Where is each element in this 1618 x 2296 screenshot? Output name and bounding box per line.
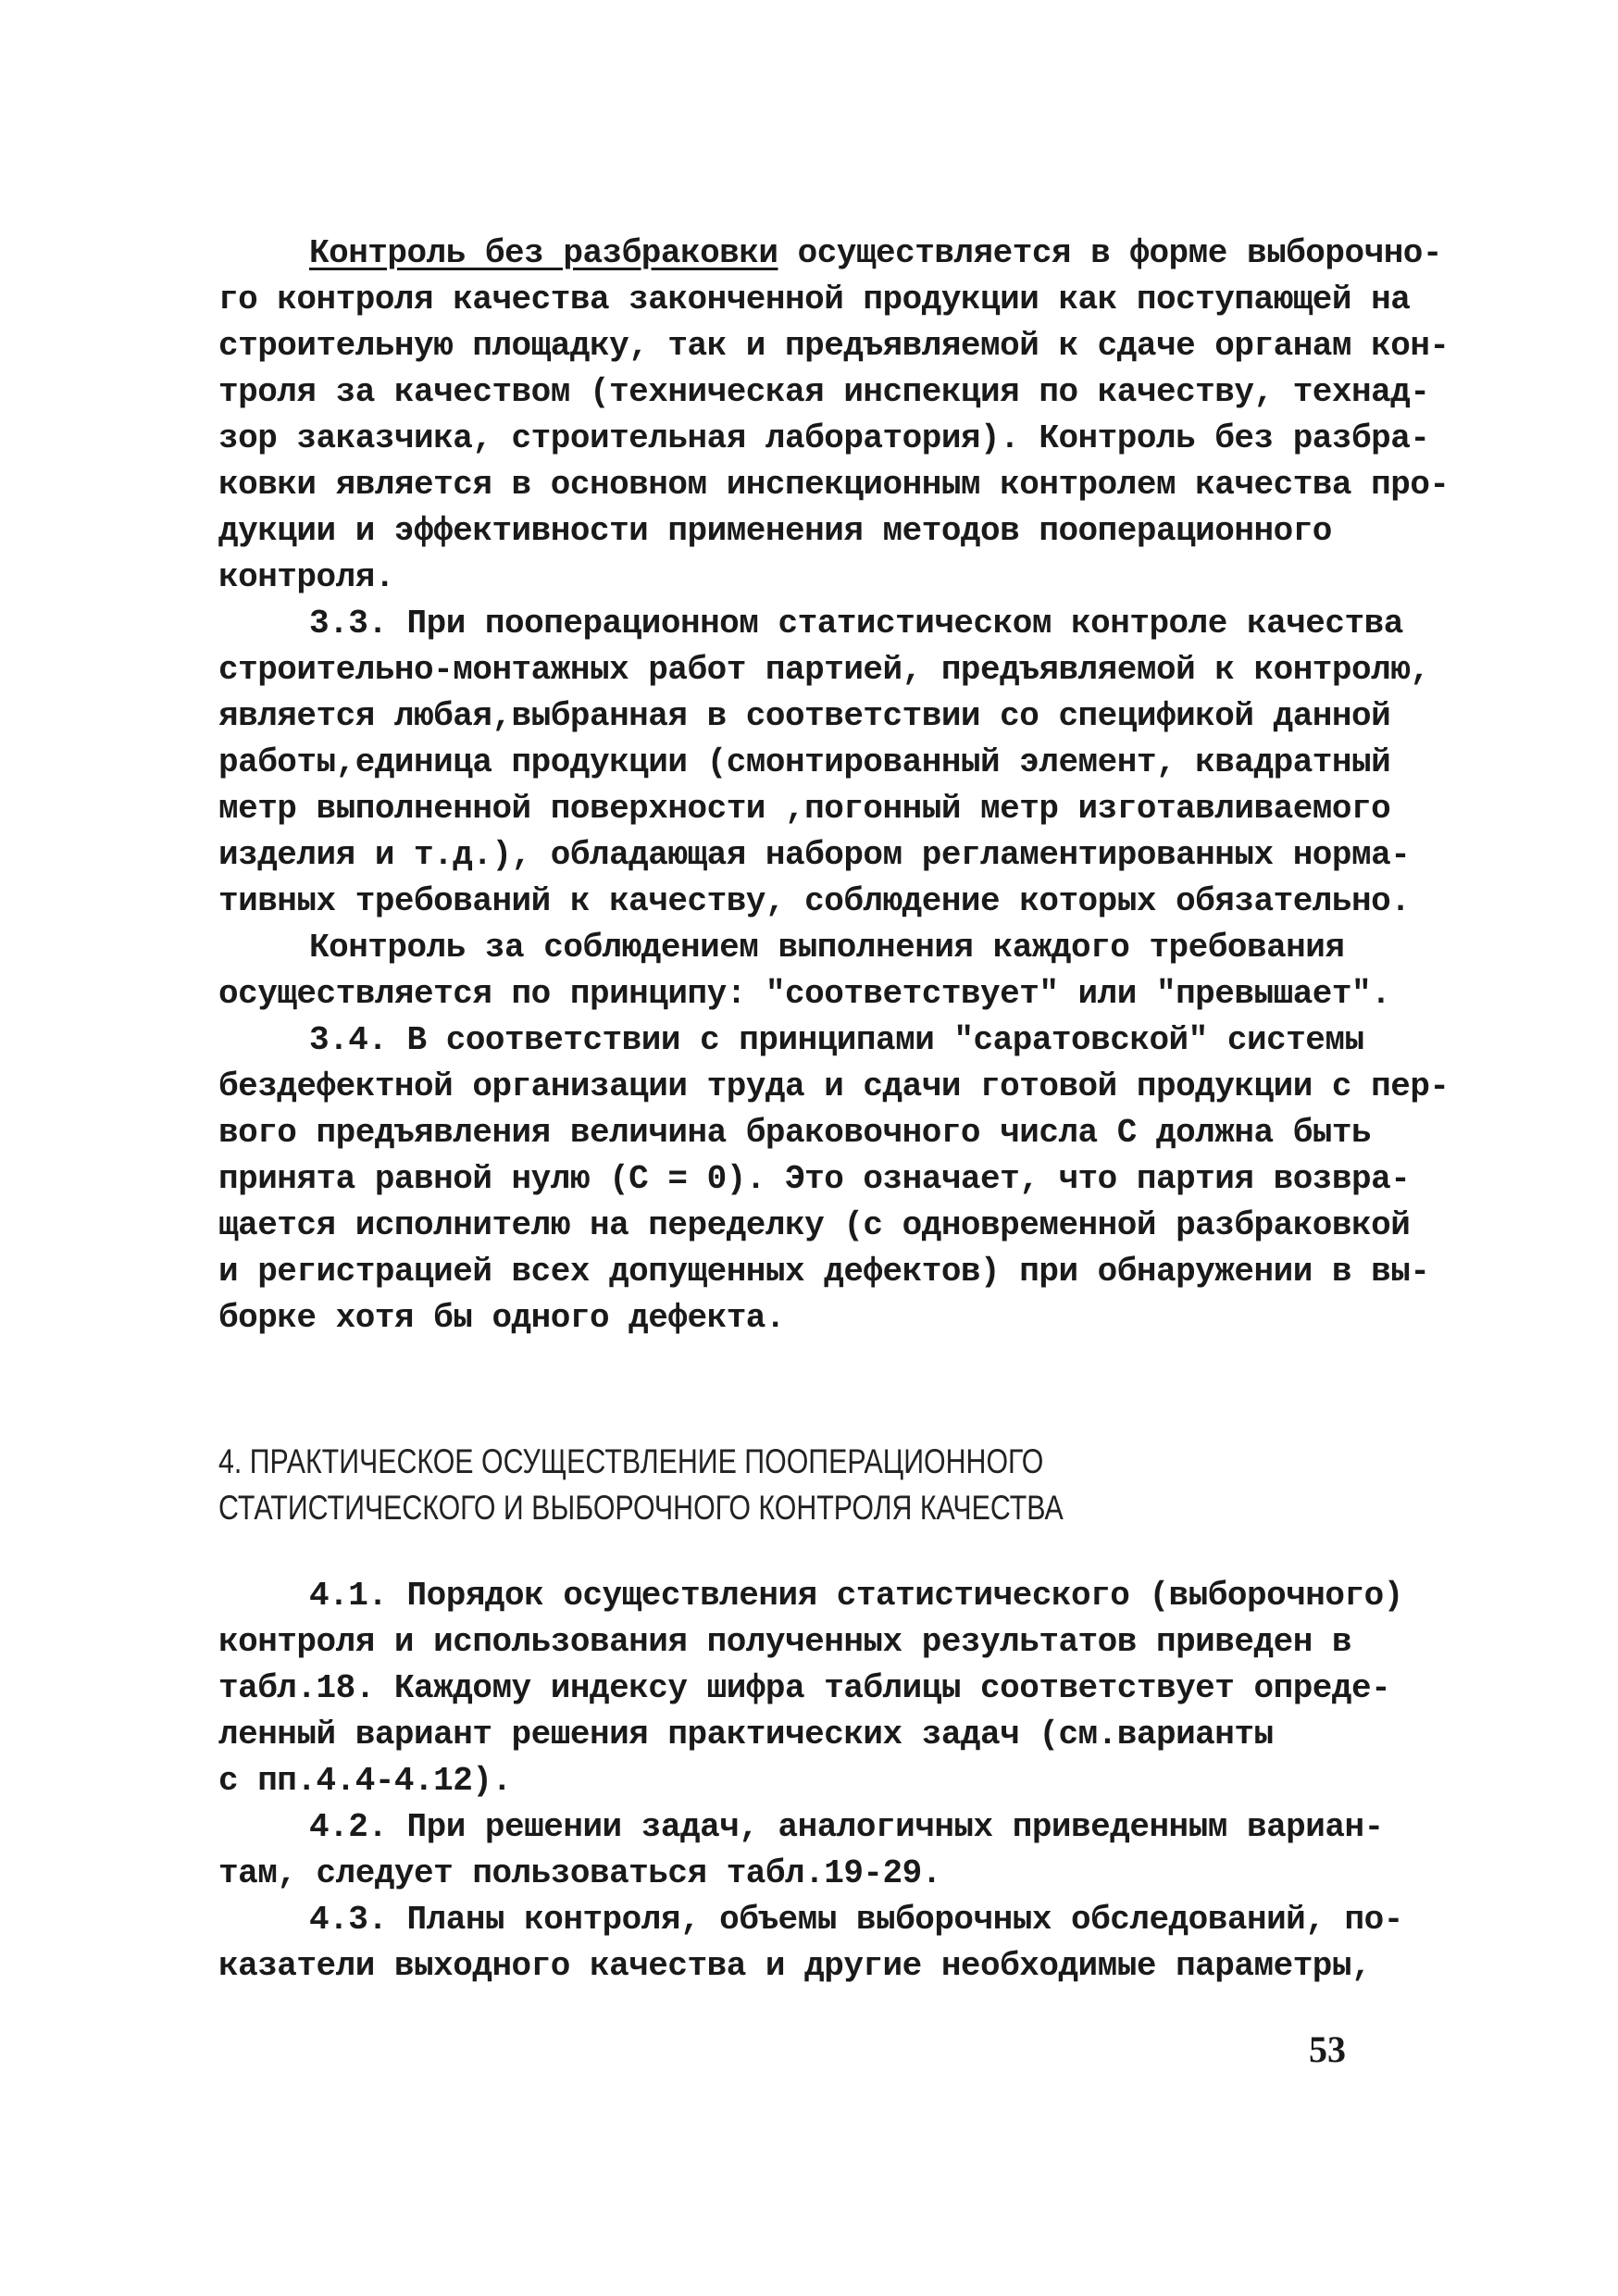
- paragraph-line: контроля.: [218, 558, 394, 596]
- paragraph-line: зор заказчика, строительная лаборатория). Контроль без разбра-: [218, 419, 1430, 457]
- paragraph-line: дукции и эффективности применения методов пооперационного: [218, 512, 1332, 550]
- paragraph-line: осуществляется по принципу: "соответствует" или "превышает".: [218, 975, 1391, 1013]
- paragraph-line: ленный вариант решения практических задач (см.варианты: [218, 1716, 1274, 1753]
- paragraph-line: табл.18. Каждому индексу шифра таблицы соответствует опреде-: [218, 1669, 1391, 1707]
- paragraph-line: контроля и использования полученных результатов приведен в: [218, 1623, 1352, 1661]
- paragraph-line: бездефектной организации труда и сдачи готовой продукции с пер-: [218, 1067, 1450, 1105]
- paragraph-line: щается исполнителю на переделку (с одновременной разбраковкой: [218, 1206, 1411, 1244]
- paragraph-line: работы,единица продукции (смонтированный элемент, квадратный: [218, 743, 1391, 781]
- text-span: осуществляется в форме выборочно-: [778, 234, 1443, 272]
- paragraph-line: является любая,выбранная в соответствии со спецификой данной: [218, 697, 1391, 735]
- paragraph-line: вого предъявления величина браковочного числа С должна быть: [218, 1114, 1372, 1152]
- section-heading: СТАТИСТИЧЕСКОГО И ВЫБОРОЧНОГО КОНТРОЛЯ КАЧЕСТВА: [218, 1489, 1064, 1527]
- paragraph-line: ковки является в основном инспекционным контролем качества про-: [218, 466, 1450, 504]
- paragraph-line: 3.4. В соответствии с принципами "саратовской" системы: [309, 1021, 1364, 1059]
- paragraph-line: го контроля качества законченной продукции как поступающей на: [218, 281, 1411, 318]
- underlined-term: Контроль без разбраковки: [309, 234, 778, 272]
- paragraph-line: метр выполненной поверхности ,погонный метр изготавливаемого: [218, 790, 1391, 828]
- paragraph-line: 4.1. Порядок осуществления статистического (выборочного): [309, 1577, 1403, 1615]
- paragraph-line: 4.3. Планы контроля, объемы выборочных обследований, по-: [309, 1901, 1403, 1939]
- paragraph-line: принята равной нулю (С = 0). Это означает, что партия возвра-: [218, 1160, 1411, 1198]
- paragraph-line: там, следует пользоваться табл.19-29.: [218, 1854, 941, 1892]
- paragraph-line: борке хотя бы одного дефекта.: [218, 1299, 786, 1337]
- paragraph-line: троля за качеством (техническая инспекция по качеству, технад-: [218, 373, 1430, 411]
- paragraph-line: изделия и т.д.), обладающая набором регламентированных норма-: [218, 836, 1411, 874]
- paragraph-line: строительно-монтажных работ партией, предъявляемой к контролю,: [218, 651, 1430, 689]
- paragraph-line: и регистрацией всех допущенных дефектов) при обнаружении в вы-: [218, 1253, 1430, 1291]
- paragraph-line: 3.3. При пооперационном статистическом контроле качества: [309, 605, 1403, 643]
- paragraph-line: казатели выходного качества и другие необходимые параметры,: [218, 1947, 1372, 1985]
- paragraph-line: тивных требований к качеству, соблюдение которых обязательно.: [218, 882, 1411, 920]
- paragraph-line: Контроль за соблюдением выполнения каждого требования: [309, 929, 1345, 967]
- paragraph-line: строительную площадку, так и предъявляемой к сдаче органам кон-: [218, 327, 1450, 365]
- paragraph-line: с пп.4.4-4.12).: [218, 1762, 512, 1800]
- section-heading: 4. ПРАКТИЧЕСКОЕ ОСУЩЕСТВЛЕНИЕ ПООПЕРАЦИОННОГО: [218, 1442, 1044, 1480]
- paragraph-line: 4.2. При решении задач, аналогичных приведенным вариан-: [309, 1808, 1384, 1846]
- paragraph-line: [309, 231, 1442, 276]
- page-number: 53: [1309, 2028, 1346, 2070]
